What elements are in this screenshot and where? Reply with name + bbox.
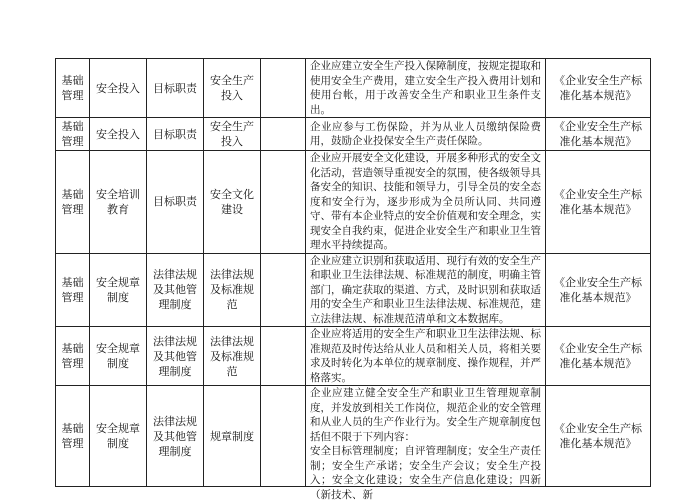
blank-cell bbox=[261, 253, 306, 327]
subitem-cell-text: 法律法规 及其他管 理制度 bbox=[153, 268, 197, 312]
category-cell bbox=[56, 151, 90, 254]
item-cell-text: 安全规章 制度 bbox=[96, 342, 140, 370]
item-cell bbox=[90, 151, 147, 254]
item-cell-text: 安全规章 制度 bbox=[96, 275, 140, 304]
source-cell bbox=[546, 386, 651, 487]
requirement-cell bbox=[306, 386, 546, 501]
source-cell bbox=[546, 118, 651, 151]
source-cell-text: 《企业安全生产标准化基本规范》 bbox=[554, 342, 642, 370]
requirement-cell-text: 企业应建立健全安全生产和职业卫生管理规章制度，并发放到相关工作岗位，规范企业的安全管理和从业人员的生产作业行为。安全生产规章制度包括但不限于下列内容： 安全目标管理制度；自评管理制度；安全生产责任制；安全生产承诺；安全生产会议；安全生产投入；安全文化建设；安全生产信息化建设；四新（新技术、新 bbox=[310, 387, 541, 501]
table-row bbox=[56, 118, 651, 151]
element-cell bbox=[204, 386, 261, 487]
item-cell bbox=[90, 118, 147, 151]
requirement-cell-text: 企业应建立识别和获取适用、现行有效的安全生产和职业卫生法律法规、标准规范的制度，明确主管部门，确定获取的渠道、方式，及时识别和获取适用的安全生产和职业卫生法律法规、标准规范，建立法律法规、标准规范清单和文本数据库。 bbox=[310, 254, 541, 325]
subitem-cell-text: 法律法规 及其他管 理制度 bbox=[153, 334, 197, 378]
source-cell-text: 《企业安全生产标准化基本规范》 bbox=[554, 187, 642, 216]
subitem-cell bbox=[147, 386, 204, 487]
element-cell-text: 安全文化 建设 bbox=[210, 187, 254, 216]
subitem-cell-text: 目标职责 bbox=[153, 81, 197, 95]
subitem-cell bbox=[147, 59, 204, 118]
subitem-cell-text: 目标职责 bbox=[153, 127, 197, 141]
table-body bbox=[56, 59, 651, 501]
table-row bbox=[56, 327, 651, 386]
requirement-cell-text: 企业应参与工伤保险，并为从业人员缴纳保险费用，鼓励企业投保安全生产责任保险。 bbox=[310, 120, 541, 147]
source-cell-text: 《企业安全生产标准化基本规范》 bbox=[554, 120, 642, 148]
element-cell bbox=[204, 151, 261, 254]
regulation-table bbox=[55, 58, 651, 501]
element-cell-text: 法律法规 及标准规 范 bbox=[210, 268, 254, 312]
regulation-table-page bbox=[55, 58, 650, 501]
subitem-cell bbox=[147, 118, 204, 151]
blank-cell bbox=[261, 118, 306, 151]
item-cell bbox=[90, 59, 147, 118]
source-cell bbox=[546, 151, 651, 254]
item-cell-text: 安全规章 制度 bbox=[96, 422, 140, 450]
category-cell-text: 基础 管理 bbox=[61, 120, 84, 148]
requirement-cell-text: 企业应开展安全文化建设，开展多种形式的安全文化活动，营造领导重视安全的氛围，使各级领导具备安全的知识、技能和领导力，引导全员的安全态度和安全行为，逐步形成为全员所认同、共同遵守、带有本企业特点的安全价值观和安全理念，实现安全自我约束，促进企业安全生产和职业卫生管理水平持续提高。 bbox=[310, 152, 541, 251]
requirement-cell bbox=[306, 253, 546, 327]
source-cell-text: 《企业安全生产标准化基本规范》 bbox=[554, 275, 642, 304]
subitem-cell bbox=[147, 253, 204, 327]
element-cell-text: 安全生产 投入 bbox=[210, 74, 254, 102]
category-cell-text: 基础 管理 bbox=[61, 342, 84, 370]
requirement-cell-text: 企业应将适用的安全生产和职业卫生法律法规、标准规范及时传达给从业人员和相关人员，将相关要求及时转化为本单位的规章制度、操作规程，并严格落实。 bbox=[310, 328, 541, 384]
category-cell-text: 基础 管理 bbox=[61, 275, 84, 304]
table-row bbox=[56, 151, 651, 254]
item-cell-text: 安全投入 bbox=[96, 81, 140, 95]
source-cell bbox=[546, 59, 651, 118]
subitem-cell bbox=[147, 151, 204, 254]
table-row bbox=[56, 253, 651, 327]
element-cell bbox=[204, 253, 261, 327]
requirement-cell-text: 企业应建立安全生产投入保障制度，按规定提取和使用安全生产费用，建立安全生产投入费用计划和使用台帐，用于改善安全生产和职业卫生条件支出。 bbox=[310, 60, 541, 116]
blank-cell bbox=[261, 59, 306, 118]
element-cell bbox=[204, 327, 261, 386]
category-cell-text: 基础 管理 bbox=[61, 187, 84, 216]
element-cell-text: 法律法规 及标准规 范 bbox=[210, 334, 254, 378]
category-cell bbox=[56, 59, 90, 118]
source-cell bbox=[546, 327, 651, 386]
requirement-cell bbox=[306, 59, 546, 118]
source-cell bbox=[546, 253, 651, 327]
blank-cell bbox=[261, 327, 306, 386]
category-cell bbox=[56, 118, 90, 151]
subitem-cell bbox=[147, 327, 204, 386]
requirement-cell bbox=[306, 118, 546, 151]
requirement-cell bbox=[306, 327, 546, 386]
item-cell bbox=[90, 327, 147, 386]
table-row bbox=[56, 59, 651, 118]
element-cell-text: 安全生产 投入 bbox=[210, 120, 254, 148]
category-cell-text: 基础 管理 bbox=[61, 74, 84, 102]
blank-cell bbox=[261, 151, 306, 254]
element-cell bbox=[204, 59, 261, 118]
source-cell-text: 《企业安全生产标准化基本规范》 bbox=[554, 422, 642, 450]
element-cell-text: 规章制度 bbox=[210, 429, 254, 443]
item-cell-text: 安全投入 bbox=[96, 127, 140, 141]
category-cell-text: 基础 管理 bbox=[61, 422, 84, 450]
requirement-cell bbox=[306, 151, 546, 254]
category-cell bbox=[56, 253, 90, 327]
category-cell bbox=[56, 386, 90, 487]
item-cell bbox=[90, 253, 147, 327]
subitem-cell-text: 目标职责 bbox=[153, 195, 197, 209]
source-cell-text: 《企业安全生产标准化基本规范》 bbox=[554, 74, 642, 102]
table-row bbox=[56, 386, 651, 487]
element-cell bbox=[204, 118, 261, 151]
subitem-cell-text: 法律法规 及其他管 理制度 bbox=[153, 414, 197, 458]
item-cell-text: 安全培训 教育 bbox=[96, 187, 140, 216]
blank-cell bbox=[261, 386, 306, 487]
category-cell bbox=[56, 327, 90, 386]
item-cell bbox=[90, 386, 147, 487]
